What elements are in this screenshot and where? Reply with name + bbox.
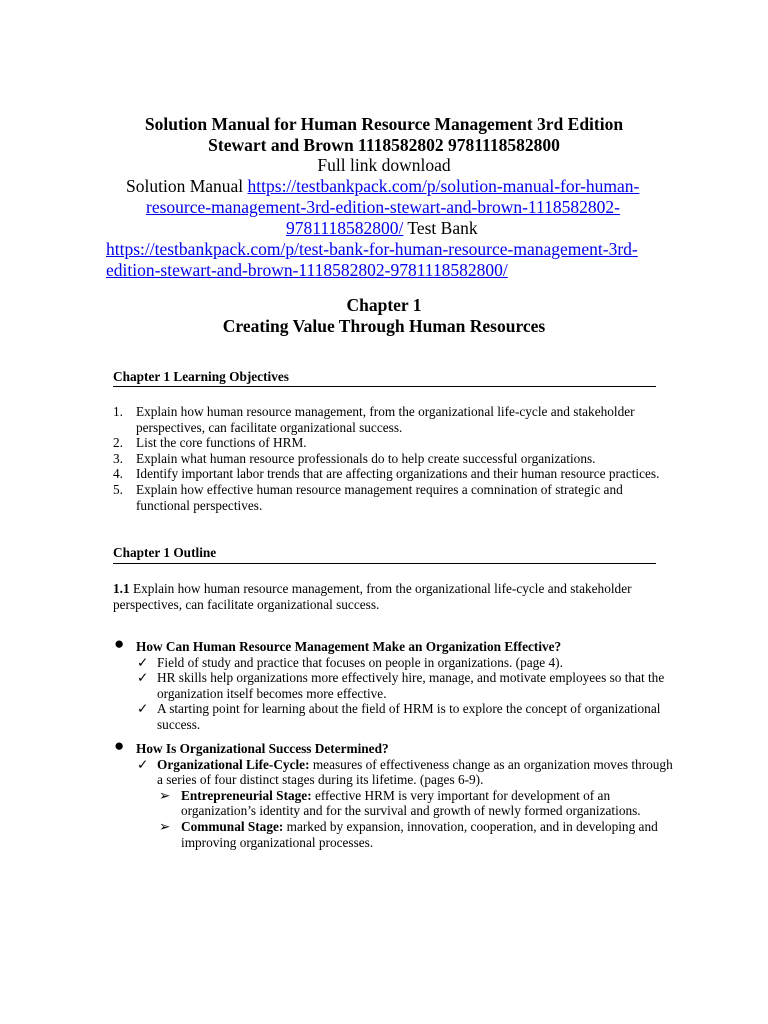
title-line-2: Stewart and Brown 1118582802 9781118582800 — [208, 134, 560, 155]
bullet-heading — [113, 736, 673, 757]
outline-bullet-effective — [113, 634, 673, 733]
solution-link-line-2 — [146, 197, 620, 218]
objective-number: 1. — [113, 404, 123, 419]
check-icon: ✓ — [137, 756, 149, 772]
outline-bullet-success — [113, 736, 673, 850]
solution-link-line-1 — [126, 176, 639, 197]
chapter-title: Creating Value Through Human Resources — [222, 316, 546, 336]
check-text: A starting point for learning about the field of HRM is to explore the concept of organizational success. — [157, 701, 661, 732]
solution-manual-label: Solution Manual — [126, 176, 248, 196]
test-bank-link-continued[interactable]: edition-stewart-and-brown-1118582802-9781118582800/ — [106, 260, 508, 280]
bullet-icon: ● — [114, 634, 125, 653]
stage-label: Entrepreneurial Stage: — [181, 787, 312, 803]
check-item — [113, 701, 673, 732]
outline-divider — [113, 563, 656, 564]
objectives-heading: Chapter 1 Learning Objectives — [113, 369, 289, 384]
check-text: Field of study and practice that focuses on people in organizations. (page 4). — [157, 654, 563, 670]
test-bank-link-line-1 — [106, 239, 638, 260]
title-line-1: Solution Manual for Human Resource Management 3rd Edition — [144, 114, 624, 134]
arrow-icon: ➢ — [159, 787, 171, 803]
solution-manual-link-end[interactable]: 9781118582800/ — [286, 218, 404, 238]
objective-number: 2. — [113, 435, 123, 451]
objective-number: 4. — [113, 466, 123, 482]
solution-manual-link[interactable]: https://testbankpack.com/p/solution-manual-for-human- — [247, 176, 640, 196]
test-bank-link[interactable]: https://testbankpack.com/p/test-bank-for-human-resource-management-3rd- — [106, 239, 638, 259]
check-item — [113, 655, 673, 671]
check-icon: ✓ — [137, 670, 149, 686]
stage-text: marked by expansion, innovation, cooperation, and in developing and improving organizational processes. — [181, 818, 658, 850]
arrow-icon: ➢ — [159, 818, 171, 834]
outline-intro — [113, 581, 663, 613]
objectives-divider — [113, 386, 656, 387]
check-text: measures of effectiveness change as an organization moves through a series of four distinct stages during its lifetime. (pages 6-9). — [157, 756, 673, 788]
solution-link-line-3 — [286, 218, 478, 239]
objectives-list — [113, 404, 663, 513]
check-item — [113, 670, 673, 701]
stage-item — [113, 788, 673, 819]
bullet-heading — [113, 634, 673, 655]
bullet-title: How Is Organizational Success Determined? — [136, 741, 389, 756]
bullet-title: How Can Human Resource Management Make an Organization Effective? — [136, 639, 562, 654]
outline-heading: Chapter 1 Outline — [113, 545, 217, 560]
objective-text: Explain how human resource management, from the organizational life-cycle and stakeholder perspectives, can facilitate organizational success. — [136, 404, 635, 435]
chapter-number: Chapter 1 — [346, 295, 422, 315]
objective-number: 5. — [113, 481, 123, 497]
check-icon: ✓ — [137, 654, 149, 670]
objective-item — [113, 404, 663, 435]
check-label: Organizational Life-Cycle: — [157, 756, 310, 772]
outline-intro-text: Explain how human resource management, from the organizational life-cycle and stakeholder perspectives, can facilitate organizational success. — [113, 581, 632, 612]
stage-text: effective HRM is very important for development of an organization’s identity and for the survival and growth of newly formed organizations. — [181, 787, 641, 819]
stage-label: Communal Stage: — [181, 818, 284, 834]
objective-text: Identify important labor trends that are affecting organizations and their human resource practices. — [136, 466, 660, 482]
check-text: HR skills help organizations more effectively hire, manage, and motivate employees so that the organization itself becomes more effective. — [157, 670, 665, 701]
objective-item — [113, 466, 663, 482]
document-title — [0, 114, 768, 156]
objective-item — [113, 482, 663, 513]
objective-text: Explain what human resource professionals do to help create successful organizations. — [136, 450, 596, 466]
check-item — [113, 757, 673, 788]
test-bank-label: Test Bank — [403, 218, 478, 238]
full-link-label: Full link download — [317, 155, 451, 175]
objective-text: Explain how effective human resource management requires a comnination of strategic and functional perspectives. — [136, 481, 623, 513]
objective-item — [113, 451, 663, 467]
stage-item — [113, 819, 673, 850]
check-icon: ✓ — [137, 701, 149, 717]
outline-intro-number: 1.1 — [113, 581, 130, 596]
bullet-icon: ● — [114, 736, 125, 755]
solution-manual-link-continued[interactable]: resource-management-3rd-edition-stewart-and-brown-1118582802- — [146, 197, 620, 217]
test-bank-link-line-2 — [106, 260, 508, 281]
objective-text: List the core functions of HRM. — [136, 435, 307, 451]
objective-number: 3. — [113, 450, 123, 466]
objective-item — [113, 435, 663, 451]
